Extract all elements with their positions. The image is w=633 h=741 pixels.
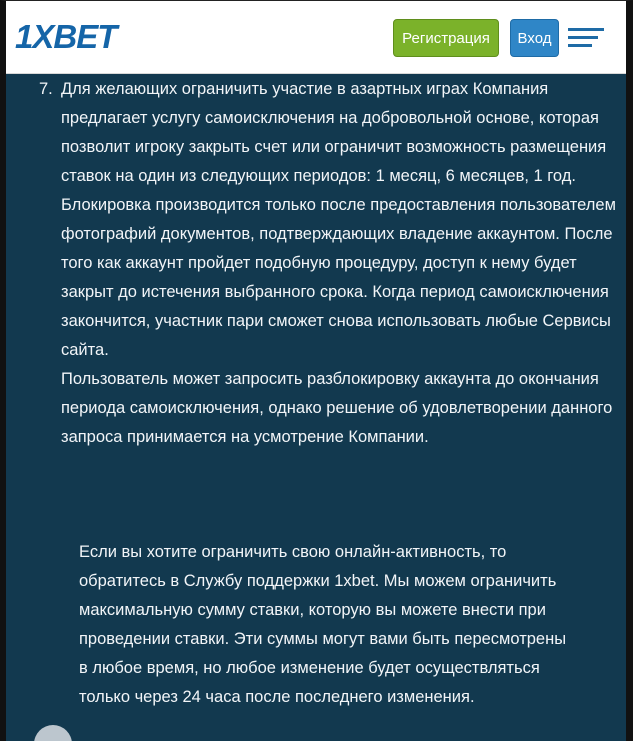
limit-activity-note: Если вы хотите ограничить свою онлайн-активность, то обратитесь в Службу поддержки 1xbet. Мы можем ограничить максимальную сумму ставки, которую вы можете внести при проведении ставки. Эти суммы могут вами быть пересмотрены в любое время, но любое изменение будет осуществляться только через 24 часа после последнего изменения. [79,543,567,706]
hamburger-menu-icon[interactable] [566,25,606,51]
hamburger-menu-icon-graphic [566,25,606,51]
unblock-request-paragraph: Пользователь может запросить разблокировку аккаунта до окончания периода самоисключения, однако решение об удовлетворении данного запроса принимается на усмотрение Компании. [61,370,613,446]
item-text [61,75,616,452]
login-button[interactable]: Вход [510,19,559,57]
self-exclusion-paragraph: Для желающих ограничить участие в азартных играх Компания предлагает услугу самоисключения на добровольной основе, которая позволит игроку закрыть счет или ограничит возможность размещения ставок на один из следующих периодов: 1 месяц, 6 месяцев, 1 год. Блокировка производится только после предоставления пользователем фотографий документов, подтверждающих владение аккаунтом. После того как аккаунт пройдет подобную процедуру, доступ к нему будет закрыт до истечения выбранного срока. Когда период самоисключения закончится, участник пари сможет снова использовать любые Сервисы сайта. [61,80,616,359]
site-header [6,1,626,74]
item-number: 7. [39,80,53,98]
register-button[interactable]: Регистрация [393,19,499,57]
terms-content [6,73,626,741]
brand-logo[interactable]: 1XBET [15,18,117,55]
